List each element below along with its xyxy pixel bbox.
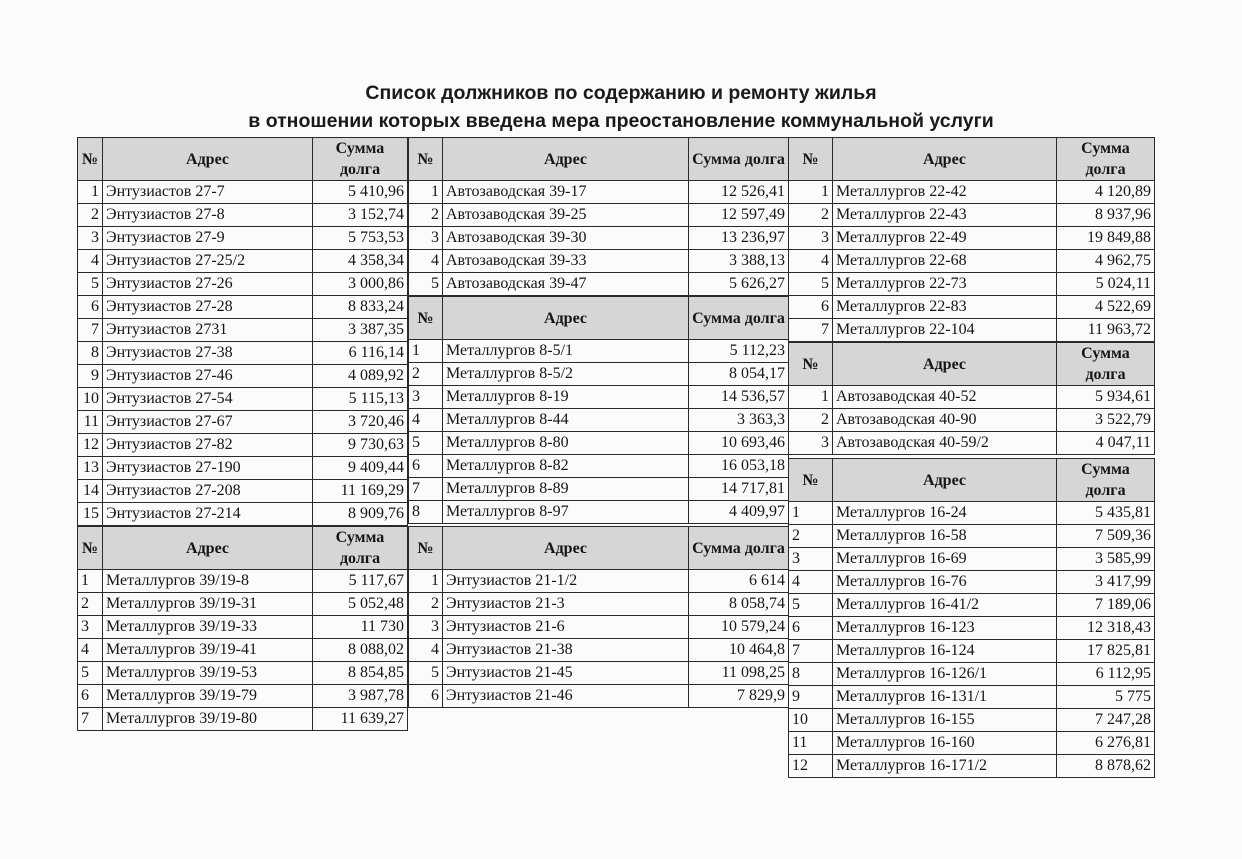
table-header-row — [789, 459, 1155, 502]
row-debt: 3 987,78 — [313, 685, 408, 708]
header-address: Адрес — [833, 459, 1057, 502]
row-address: Автозаводская 39-47 — [443, 273, 689, 296]
row-number: 9 — [78, 365, 103, 388]
table-row — [409, 250, 789, 273]
table-row — [789, 525, 1155, 548]
table-header-row — [409, 527, 789, 570]
row-number: 12 — [789, 755, 833, 778]
row-debt: 11 169,29 — [313, 480, 408, 503]
row-address: Энтузиастов 27-190 — [103, 457, 313, 480]
table-header-row — [789, 138, 1155, 181]
row-number: 7 — [789, 640, 833, 663]
table-row — [78, 685, 408, 708]
row-address: Металлургов 16-58 — [833, 525, 1057, 548]
table-row — [789, 502, 1155, 525]
header-debt: Сумма долга — [1057, 138, 1155, 181]
table-row — [409, 386, 789, 409]
row-number: 8 — [409, 501, 443, 524]
row-debt: 8 909,76 — [313, 503, 408, 526]
row-debt: 12 318,43 — [1057, 617, 1155, 640]
row-number: 10 — [789, 709, 833, 732]
row-address: Металлургов 22-83 — [833, 296, 1057, 319]
row-debt: 3 522,79 — [1057, 409, 1155, 432]
row-address: Энтузиастов 21-3 — [443, 593, 689, 616]
debtors-table — [77, 137, 408, 526]
row-debt: 10 464,8 — [689, 639, 789, 662]
table-row — [789, 204, 1155, 227]
row-debt: 10 579,24 — [689, 616, 789, 639]
row-address: Автозаводская 40-59/2 — [833, 432, 1057, 455]
table-row — [78, 411, 408, 434]
row-debt: 7 509,36 — [1057, 525, 1155, 548]
debtors-table — [408, 296, 789, 524]
header-debt: Сумма долга — [1057, 459, 1155, 502]
table-row — [409, 570, 789, 593]
row-debt: 12 597,49 — [689, 204, 789, 227]
table-row — [409, 478, 789, 501]
table-row — [789, 732, 1155, 755]
row-number: 7 — [78, 319, 103, 342]
row-number: 5 — [409, 662, 443, 685]
row-debt: 16 053,18 — [689, 455, 789, 478]
table-row — [789, 617, 1155, 640]
row-debt: 8 878,62 — [1057, 755, 1155, 778]
row-address: Металлургов 39/19-79 — [103, 685, 313, 708]
row-number: 6 — [409, 455, 443, 478]
table-header-row — [409, 297, 789, 340]
row-debt: 7 247,28 — [1057, 709, 1155, 732]
table-row — [78, 181, 408, 204]
row-address: Энтузиастов 21-46 — [443, 685, 689, 708]
header-num: № — [409, 138, 443, 181]
header-address: Адрес — [103, 138, 313, 181]
debtors-table — [408, 137, 789, 296]
row-address: Металлургов 16-24 — [833, 502, 1057, 525]
table-row — [409, 639, 789, 662]
row-number: 2 — [78, 593, 103, 616]
row-address: Металлургов 39/19-80 — [103, 708, 313, 731]
table-row — [78, 662, 408, 685]
row-debt: 3 417,99 — [1057, 571, 1155, 594]
table-row — [409, 409, 789, 432]
row-debt: 5 626,27 — [689, 273, 789, 296]
row-number: 1 — [409, 340, 443, 363]
table-row — [78, 388, 408, 411]
row-number: 15 — [78, 503, 103, 526]
header-address: Адрес — [443, 527, 689, 570]
row-address: Металлургов 39/19-8 — [103, 570, 313, 593]
row-address: Металлургов 16-171/2 — [833, 755, 1057, 778]
header-debt: Сумма долга — [689, 138, 789, 181]
table-row — [78, 708, 408, 731]
table-row — [789, 409, 1155, 432]
header-address: Адрес — [833, 343, 1057, 386]
header-num: № — [789, 459, 833, 502]
row-number: 5 — [409, 432, 443, 455]
row-number: 2 — [789, 204, 833, 227]
row-debt: 11 963,72 — [1057, 319, 1155, 342]
table-row — [409, 455, 789, 478]
row-number: 1 — [789, 502, 833, 525]
row-address: Энтузиастов 21-1/2 — [443, 570, 689, 593]
table-row — [789, 181, 1155, 204]
row-address: Энтузиастов 27-67 — [103, 411, 313, 434]
row-debt: 5 753,53 — [313, 227, 408, 250]
row-number: 3 — [789, 227, 833, 250]
row-debt: 8 833,24 — [313, 296, 408, 319]
row-number: 7 — [78, 708, 103, 731]
row-address: Металлургов 22-42 — [833, 181, 1057, 204]
row-address: Автозаводская 40-90 — [833, 409, 1057, 432]
row-address: Энтузиастов 27-208 — [103, 480, 313, 503]
table-row — [409, 340, 789, 363]
row-address: Металлургов 16-41/2 — [833, 594, 1057, 617]
table-row — [789, 432, 1155, 455]
row-number: 3 — [409, 386, 443, 409]
header-address: Адрес — [103, 527, 313, 570]
table-row — [78, 342, 408, 365]
row-debt: 12 526,41 — [689, 181, 789, 204]
table-header-row — [78, 527, 408, 570]
row-number: 4 — [789, 571, 833, 594]
row-debt: 7 829,9 — [689, 685, 789, 708]
row-address: Энтузиастов 27-25/2 — [103, 250, 313, 273]
row-number: 3 — [409, 616, 443, 639]
row-debt: 5 115,13 — [313, 388, 408, 411]
row-number: 3 — [78, 616, 103, 639]
table-row — [789, 663, 1155, 686]
table-row — [78, 365, 408, 388]
row-address: Металлургов 8-44 — [443, 409, 689, 432]
table-row — [789, 319, 1155, 342]
row-address: Металлургов 8-89 — [443, 478, 689, 501]
table-row — [409, 363, 789, 386]
row-address: Энтузиастов 21-6 — [443, 616, 689, 639]
row-debt: 8 058,74 — [689, 593, 789, 616]
row-address: Металлургов 22-43 — [833, 204, 1057, 227]
row-number: 5 — [789, 273, 833, 296]
row-address: Металлургов 39/19-53 — [103, 662, 313, 685]
header-num: № — [409, 527, 443, 570]
row-number: 7 — [409, 478, 443, 501]
row-debt: 5 112,23 — [689, 340, 789, 363]
header-debt: Сумма долга — [689, 297, 789, 340]
row-address: Металлургов 16-155 — [833, 709, 1057, 732]
row-debt: 6 276,81 — [1057, 732, 1155, 755]
debtors-table — [788, 342, 1155, 455]
row-number: 2 — [78, 204, 103, 227]
row-address: Металлургов 16-69 — [833, 548, 1057, 571]
page-subtitle: в отношении которых введена мера преостановление коммунальной услуги — [248, 110, 994, 132]
table-row — [789, 296, 1155, 319]
row-address: Металлургов 39/19-33 — [103, 616, 313, 639]
row-number: 11 — [789, 732, 833, 755]
row-address: Энтузиастов 21-45 — [443, 662, 689, 685]
row-debt: 4 358,34 — [313, 250, 408, 273]
page-title: Список должников по содержанию и ремонту жилья — [365, 82, 877, 104]
table-row — [409, 593, 789, 616]
table-row — [78, 457, 408, 480]
header-debt: Сумма долга — [313, 138, 408, 181]
table-row — [78, 593, 408, 616]
row-debt: 11 639,27 — [313, 708, 408, 731]
row-number: 1 — [789, 181, 833, 204]
header-debt: Сумма долга — [1057, 343, 1155, 386]
table-row — [789, 640, 1155, 663]
row-number: 8 — [789, 663, 833, 686]
row-number: 12 — [78, 434, 103, 457]
row-address: Энтузиастов 27-54 — [103, 388, 313, 411]
row-address: Автозаводская 40-52 — [833, 386, 1057, 409]
row-debt: 6 116,14 — [313, 342, 408, 365]
header-num: № — [789, 343, 833, 386]
row-address: Металлургов 8-5/2 — [443, 363, 689, 386]
header-address: Адрес — [443, 297, 689, 340]
row-address: Металлургов 8-80 — [443, 432, 689, 455]
table-row — [789, 548, 1155, 571]
row-address: Энтузиастов 27-7 — [103, 181, 313, 204]
row-number: 1 — [789, 386, 833, 409]
row-address: Металлургов 16-76 — [833, 571, 1057, 594]
table-row — [409, 432, 789, 455]
row-debt: 4 120,89 — [1057, 181, 1155, 204]
row-debt: 5 052,48 — [313, 593, 408, 616]
table-row — [409, 616, 789, 639]
debtors-table — [77, 526, 408, 731]
row-number: 6 — [409, 685, 443, 708]
table-header-row — [78, 138, 408, 181]
row-address: Металлургов 39/19-41 — [103, 639, 313, 662]
row-number: 1 — [409, 570, 443, 593]
row-debt: 3 387,35 — [313, 319, 408, 342]
row-debt: 14 717,81 — [689, 478, 789, 501]
row-debt: 13 236,97 — [689, 227, 789, 250]
header-num: № — [78, 138, 103, 181]
row-number: 6 — [78, 296, 103, 319]
row-number: 9 — [789, 686, 833, 709]
row-debt: 9 730,63 — [313, 434, 408, 457]
row-debt: 10 693,46 — [689, 432, 789, 455]
row-debt: 3 000,86 — [313, 273, 408, 296]
row-debt: 8 088,02 — [313, 639, 408, 662]
row-debt: 9 409,44 — [313, 457, 408, 480]
table-header-row — [409, 138, 789, 181]
row-address: Энтузиастов 27-28 — [103, 296, 313, 319]
row-number: 1 — [78, 570, 103, 593]
table-row — [78, 296, 408, 319]
row-debt: 14 536,57 — [689, 386, 789, 409]
row-debt: 6 614 — [689, 570, 789, 593]
row-debt: 5 117,67 — [313, 570, 408, 593]
debtors-table — [408, 526, 789, 708]
table-row — [78, 250, 408, 273]
table-row — [789, 227, 1155, 250]
table-row — [78, 273, 408, 296]
row-address: Энтузиастов 27-9 — [103, 227, 313, 250]
row-number: 2 — [409, 204, 443, 227]
header-address: Адрес — [833, 138, 1057, 181]
row-address: Автозаводская 39-33 — [443, 250, 689, 273]
table-row — [78, 227, 408, 250]
row-debt: 4 522,69 — [1057, 296, 1155, 319]
row-debt: 17 825,81 — [1057, 640, 1155, 663]
table-row — [789, 709, 1155, 732]
row-number: 5 — [78, 273, 103, 296]
row-number: 6 — [789, 296, 833, 319]
row-debt: 5 410,96 — [313, 181, 408, 204]
row-address: Энтузиастов 2731 — [103, 319, 313, 342]
row-number: 4 — [409, 250, 443, 273]
row-address: Автозаводская 39-17 — [443, 181, 689, 204]
header-address: Адрес — [443, 138, 689, 181]
row-number: 4 — [409, 409, 443, 432]
row-address: Металлургов 8-82 — [443, 455, 689, 478]
row-number: 3 — [789, 548, 833, 571]
row-debt: 11 730 — [313, 616, 408, 639]
table-header-row — [789, 343, 1155, 386]
row-address: Металлургов 22-73 — [833, 273, 1057, 296]
table-row — [789, 755, 1155, 778]
row-address: Металлургов 16-123 — [833, 617, 1057, 640]
row-debt: 4 089,92 — [313, 365, 408, 388]
row-debt: 8 937,96 — [1057, 204, 1155, 227]
row-debt: 3 720,46 — [313, 411, 408, 434]
table-row — [789, 250, 1155, 273]
row-number: 7 — [789, 319, 833, 342]
row-number: 2 — [409, 593, 443, 616]
table-row — [78, 480, 408, 503]
row-address: Энтузиастов 27-46 — [103, 365, 313, 388]
row-number: 8 — [78, 342, 103, 365]
row-number: 2 — [789, 525, 833, 548]
table-row — [409, 685, 789, 708]
row-address: Автозаводская 39-30 — [443, 227, 689, 250]
row-debt: 8 854,85 — [313, 662, 408, 685]
row-debt: 11 098,25 — [689, 662, 789, 685]
header-num: № — [789, 138, 833, 181]
row-number: 14 — [78, 480, 103, 503]
row-number: 5 — [789, 594, 833, 617]
row-debt: 3 388,13 — [689, 250, 789, 273]
row-number: 6 — [789, 617, 833, 640]
row-number: 4 — [78, 250, 103, 273]
row-address: Металлургов 16-126/1 — [833, 663, 1057, 686]
row-debt: 5 934,61 — [1057, 386, 1155, 409]
debtors-table — [788, 458, 1155, 778]
row-debt: 6 112,95 — [1057, 663, 1155, 686]
table-row — [409, 181, 789, 204]
row-debt: 3 363,3 — [689, 409, 789, 432]
table-row — [78, 434, 408, 457]
row-debt: 3 152,74 — [313, 204, 408, 227]
table-row — [789, 686, 1155, 709]
row-address: Энтузиастов 21-38 — [443, 639, 689, 662]
row-number: 4 — [78, 639, 103, 662]
row-number: 4 — [789, 250, 833, 273]
header-debt: Сумма долга — [689, 527, 789, 570]
row-address: Металлургов 16-124 — [833, 640, 1057, 663]
row-number: 1 — [409, 181, 443, 204]
row-number: 3 — [78, 227, 103, 250]
row-debt: 19 849,88 — [1057, 227, 1155, 250]
row-number: 5 — [78, 662, 103, 685]
table-row — [409, 501, 789, 524]
table-row — [789, 386, 1155, 409]
row-number: 4 — [409, 639, 443, 662]
table-row — [78, 639, 408, 662]
table-row — [78, 204, 408, 227]
table-row — [409, 227, 789, 250]
row-debt: 4 409,97 — [689, 501, 789, 524]
header-num: № — [409, 297, 443, 340]
row-address: Энтузиастов 27-82 — [103, 434, 313, 457]
row-debt: 5 435,81 — [1057, 502, 1155, 525]
row-number: 3 — [409, 227, 443, 250]
row-debt: 5 775 — [1057, 686, 1155, 709]
row-address: Энтузиастов 27-26 — [103, 273, 313, 296]
header-debt: Сумма долга — [313, 527, 408, 570]
table-row — [78, 319, 408, 342]
row-address: Металлургов 16-160 — [833, 732, 1057, 755]
row-address: Металлургов 16-131/1 — [833, 686, 1057, 709]
table-row — [789, 273, 1155, 296]
table-row — [78, 503, 408, 526]
row-number: 10 — [78, 388, 103, 411]
row-address: Металлургов 22-49 — [833, 227, 1057, 250]
row-debt: 8 054,17 — [689, 363, 789, 386]
row-debt: 4 962,75 — [1057, 250, 1155, 273]
row-debt: 3 585,99 — [1057, 548, 1155, 571]
table-row — [78, 616, 408, 639]
row-address: Металлургов 8-97 — [443, 501, 689, 524]
row-address: Энтузиастов 27-8 — [103, 204, 313, 227]
debtors-table — [788, 137, 1155, 342]
table-row — [78, 570, 408, 593]
row-number: 3 — [789, 432, 833, 455]
row-debt: 7 189,06 — [1057, 594, 1155, 617]
row-number: 6 — [78, 685, 103, 708]
row-debt: 4 047,11 — [1057, 432, 1155, 455]
row-number: 1 — [78, 181, 103, 204]
table-row — [409, 662, 789, 685]
row-address: Автозаводская 39-25 — [443, 204, 689, 227]
row-address: Металлургов 39/19-31 — [103, 593, 313, 616]
row-address: Металлургов 8-5/1 — [443, 340, 689, 363]
row-number: 5 — [409, 273, 443, 296]
table-row — [789, 571, 1155, 594]
row-address: Металлургов 8-19 — [443, 386, 689, 409]
table-row — [789, 594, 1155, 617]
row-number: 2 — [789, 409, 833, 432]
row-number: 11 — [78, 411, 103, 434]
row-address: Металлургов 22-68 — [833, 250, 1057, 273]
row-address: Энтузиастов 27-38 — [103, 342, 313, 365]
row-address: Энтузиастов 27-214 — [103, 503, 313, 526]
row-address: Металлургов 22-104 — [833, 319, 1057, 342]
row-number: 2 — [409, 363, 443, 386]
table-row — [409, 204, 789, 227]
table-row — [409, 273, 789, 296]
row-number: 13 — [78, 457, 103, 480]
header-num: № — [78, 527, 103, 570]
row-debt: 5 024,11 — [1057, 273, 1155, 296]
